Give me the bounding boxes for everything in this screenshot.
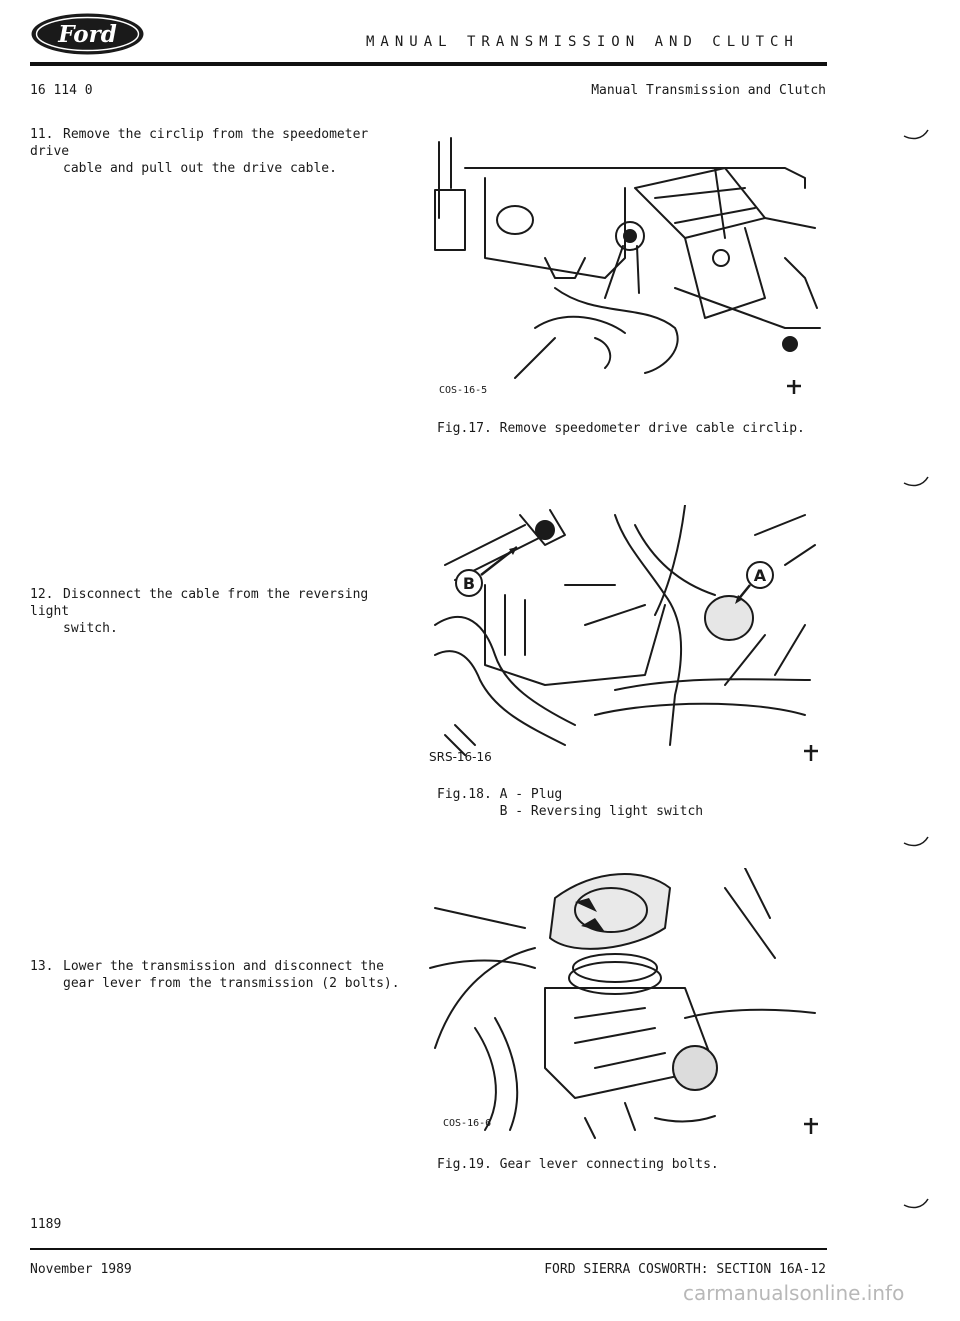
binder-mark [902, 1197, 932, 1211]
binder-mark [902, 128, 932, 142]
north-arrow-icon [787, 380, 801, 394]
page-number: 1189 [30, 1217, 62, 1232]
section-title: Manual Transmission and Clutch [591, 83, 826, 98]
watermark: carmanualsonline.info [683, 1281, 905, 1305]
header-rule [30, 62, 827, 66]
step-number: 13. [30, 959, 54, 974]
figure-19-illustration [425, 868, 825, 1140]
figure-19-code: COS-16-6 [443, 1118, 492, 1129]
step-number: 11. [30, 127, 54, 142]
step-13 [30, 958, 410, 992]
step-text-line1: Disconnect the cable from the reversing light [30, 587, 369, 619]
step-text-line1: Lower the transmission and disconnect the [63, 959, 384, 974]
step-number: 12. [30, 587, 54, 602]
footer-date: November 1989 [30, 1262, 132, 1277]
step-text-line2: cable and pull out the drive cable. [63, 161, 337, 176]
callout-a [735, 562, 773, 604]
north-arrow-icon [804, 745, 818, 761]
step-text-line1: Remove the circlip from the speedometer drive [30, 127, 369, 159]
step-11 [30, 126, 410, 177]
callout-a-label: A [753, 566, 767, 585]
ford-logo-text: Ford [58, 21, 117, 48]
figure-18-illustration [425, 505, 825, 765]
footer-reference: FORD SIERRA COSWORTH: SECTION 16A-12 [544, 1262, 826, 1277]
figure-17-caption: Fig.17. Remove speedometer drive cable circlip. [437, 421, 805, 436]
figure-18-caption-line2: B - Reversing light switch [437, 804, 704, 819]
figure-17-code: COS-16-5 [439, 385, 488, 396]
figure-17-illustration [425, 128, 825, 400]
step-12 [30, 586, 410, 637]
figure-19-caption: Fig.19. Gear lever connecting bolts. [437, 1157, 719, 1172]
binder-mark [902, 835, 932, 849]
north-arrow-icon [804, 1118, 818, 1134]
binder-mark [902, 475, 932, 489]
ford-logo [30, 12, 145, 56]
callout-b-label: B [462, 574, 476, 593]
header-title: MANUAL TRANSMISSION AND CLUTCH [366, 34, 799, 50]
figure-18-code: SRS-16-16 [429, 750, 492, 764]
step-text-line2: switch. [63, 621, 118, 636]
doc-number: 16 114 0 [30, 83, 93, 98]
step-text-line2: gear lever from the transmission (2 bolts). [63, 976, 400, 991]
footer-rule [30, 1248, 827, 1250]
figure-18-caption-line1: Fig.18. A - Plug [437, 787, 563, 802]
